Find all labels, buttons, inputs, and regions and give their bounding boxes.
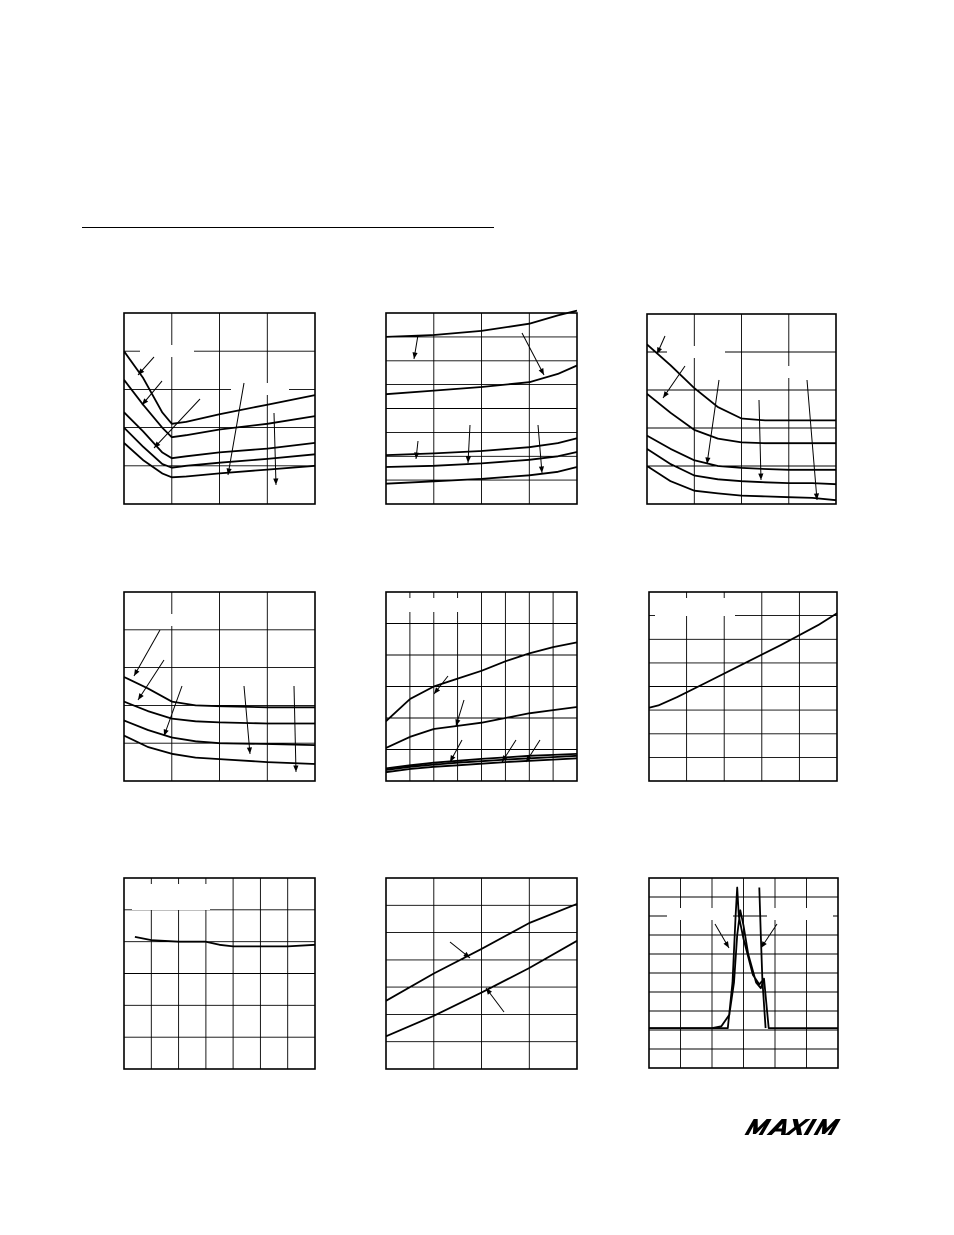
section-rule bbox=[82, 227, 494, 228]
callout-arrowhead bbox=[293, 765, 298, 772]
callout-arrowhead bbox=[273, 478, 278, 485]
label-box bbox=[667, 908, 733, 920]
gridlines bbox=[647, 314, 836, 504]
callout-arrowhead bbox=[134, 669, 139, 676]
callout-arrowhead bbox=[657, 347, 662, 354]
plot-6 bbox=[649, 592, 837, 781]
plot-7 bbox=[124, 878, 315, 1069]
series-line-1 bbox=[649, 613, 837, 708]
label-box bbox=[392, 598, 474, 612]
callout-arrow bbox=[274, 413, 276, 485]
plot-9 bbox=[649, 878, 838, 1068]
callout-arrowhead bbox=[413, 352, 418, 359]
plot-4 bbox=[124, 592, 315, 781]
callout-arrowhead bbox=[138, 693, 144, 700]
label-box bbox=[749, 366, 833, 378]
gridlines bbox=[386, 313, 577, 504]
label-box bbox=[140, 345, 194, 357]
plot-5 bbox=[386, 592, 577, 781]
gridlines bbox=[124, 313, 315, 504]
plot-2 bbox=[386, 313, 577, 504]
plot-3 bbox=[647, 314, 836, 504]
callout-arrowhead bbox=[758, 473, 763, 480]
label-box bbox=[136, 614, 192, 626]
series-line-3 bbox=[759, 888, 765, 1029]
callout-arrow bbox=[164, 686, 182, 736]
callout-arrow bbox=[707, 380, 719, 464]
callout-arrowhead bbox=[434, 687, 440, 694]
plot-1 bbox=[124, 313, 315, 504]
maxim-logo bbox=[744, 1118, 854, 1136]
callout-arrowhead bbox=[414, 452, 419, 459]
label-box bbox=[132, 884, 210, 910]
gridlines bbox=[386, 878, 577, 1069]
label-box bbox=[767, 908, 833, 920]
callout-arrowhead bbox=[227, 468, 232, 475]
callout-arrow bbox=[154, 399, 200, 448]
callout-arrowhead bbox=[663, 391, 669, 398]
callout-arrow bbox=[138, 660, 164, 700]
label-box bbox=[667, 346, 725, 358]
callout-arrowhead bbox=[466, 456, 471, 463]
callout-arrow bbox=[522, 333, 544, 375]
gridlines bbox=[649, 592, 837, 781]
callout-arrowhead bbox=[539, 368, 544, 375]
gridlines bbox=[649, 878, 838, 1068]
callout-arrowhead bbox=[723, 941, 729, 948]
plot-8 bbox=[386, 878, 577, 1069]
callout-arrowhead bbox=[502, 755, 508, 762]
callout-arrow bbox=[134, 630, 160, 676]
callout-arrow bbox=[807, 380, 817, 500]
label-box bbox=[655, 598, 735, 616]
callout-arrow bbox=[294, 686, 296, 772]
label-box bbox=[231, 383, 289, 395]
gridlines bbox=[386, 592, 577, 781]
